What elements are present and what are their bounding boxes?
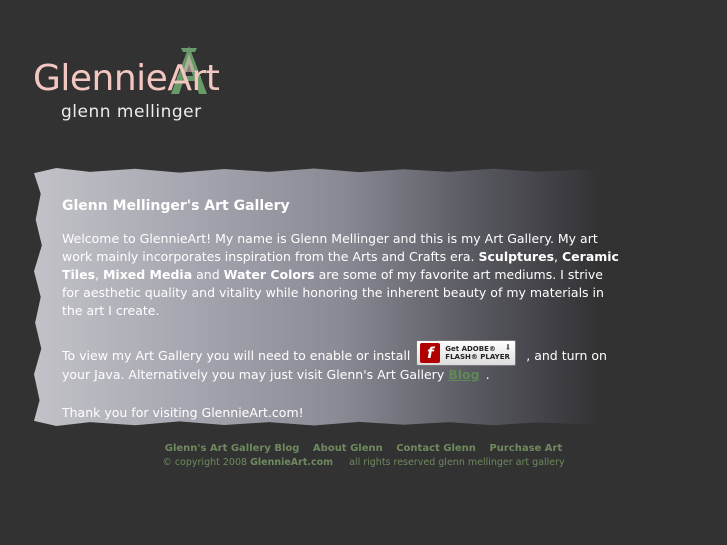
footer-copyright [0,457,727,468]
intro-text-2: are some of my favorite art mediums. I strive for aesthetic quality and vitality while honoring the inherent beauty of my materials in the art I create. [62,267,604,318]
flash-text-before: To view my Art Gallery you will need to enable or install [62,348,411,363]
intro-paragraph [62,230,622,320]
footer-nav [0,443,727,454]
medium-sculptures: Sculptures [478,249,555,264]
medium-separator: and [196,267,220,282]
get-flash-player-button[interactable] [416,340,516,366]
page-title: Glenn Mellinger's Art Gallery [62,198,290,214]
medium-water-colors: Water Colors [223,267,315,282]
copyright-suffix: all rights reserved glenn mellinger art gallery [349,457,565,468]
flash-badge-label: Get ADOBE® FLASH® PLAYER [445,345,510,361]
footer-link-blog[interactable]: Glenn's Art Gallery Blog [164,443,300,454]
logo-wordmark: GlennieArt [33,58,220,99]
download-arrow-icon: ⬇ [504,343,512,352]
footer-link-purchase[interactable]: Purchase Art [489,443,563,454]
flash-text-after: , and turn on your Java. Alternatively you may just visit Glenn's Art Gallery [62,348,607,382]
thanks-text: Thank you for visiting GlennieArt.com! [62,405,304,420]
intro-text-1: Welcome to GlennieArt! My name is Glenn Mellinger and this is my Art Gallery. My art work mainly incorporates inspiration from the Arts and Crafts era. [62,231,598,264]
site-logo[interactable] [33,44,243,124]
medium-separator: , [554,249,559,264]
medium-separator: , [95,267,99,282]
blog-link[interactable]: Blog [448,367,480,382]
flash-player-icon: f [420,343,440,363]
intro-panel [62,197,622,422]
medium-mixed-media: Mixed Media [102,267,193,282]
medium-ceramic-tiles: Ceramic Tiles [62,249,619,282]
flash-paragraph [62,340,622,384]
copyright-prefix: © copyright 2008 [162,457,248,468]
footer-link-about[interactable]: About Glenn [312,443,383,454]
copyright-site-link[interactable]: GlennieArt.com [250,457,334,468]
logo-subtitle: glenn mellinger [61,102,202,122]
footer-link-contact[interactable]: Contact Glenn [396,443,476,454]
after-blog-text: . [485,367,490,382]
